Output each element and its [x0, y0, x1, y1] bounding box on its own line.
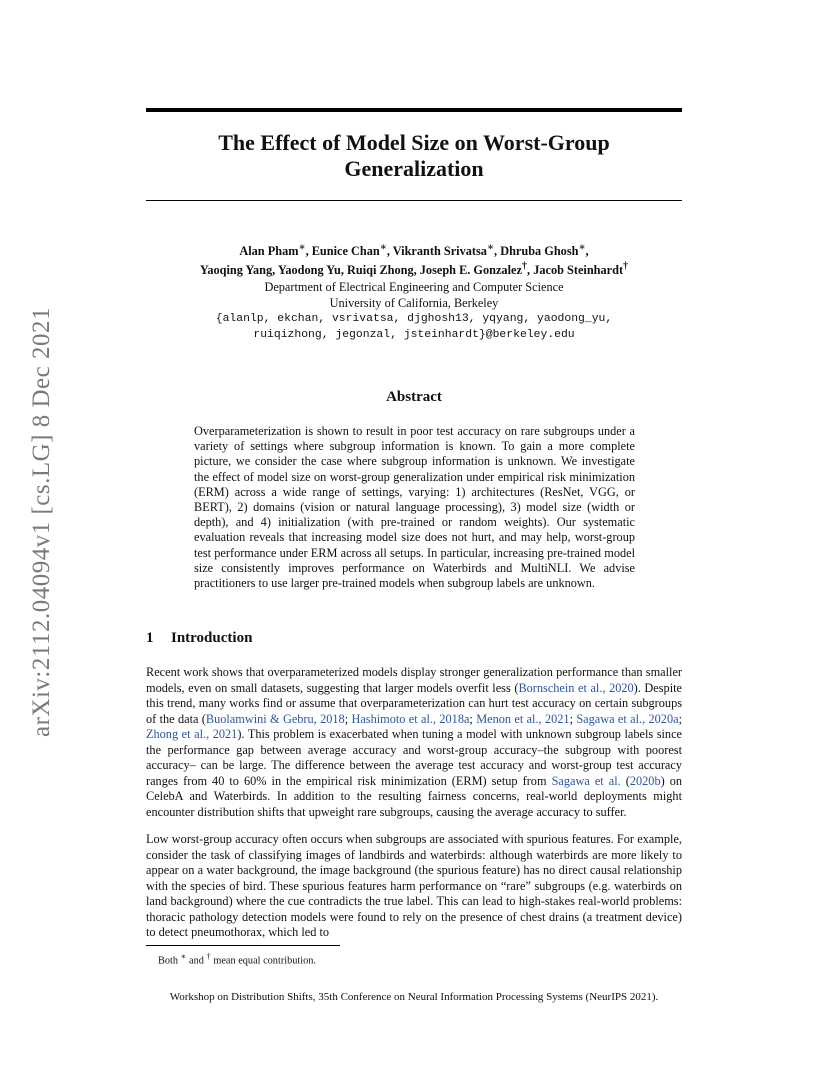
- affiliation-department: Department of Electrical Engineering and Computer Science: [264, 279, 564, 294]
- abstract-heading: Abstract: [386, 389, 442, 405]
- equal-contribution-mark: ∗: [298, 242, 306, 253]
- body-text: ) on CelebA and Waterbirds. In addition to the resulting fairness concerns, real-world deployments might encounter distribution shifts that upweight rare subgroups, causing the average accuracy to suffer.: [146, 773, 683, 819]
- citation-link[interactable]: Sagawa et al.: [551, 773, 621, 788]
- citation-link[interactable]: Sagawa et al., 2020a: [576, 711, 679, 726]
- section-title: Introduction: [171, 630, 253, 646]
- author-emails-line-1: {alanlp, ekchan, vsrivatsa, djghosh13, yqyang, yaodong_yu,: [215, 313, 613, 325]
- body-text: ). Despite this trend, many works find or assume that overparameterization can hurt test accuracy on certain subgroups of the data (: [146, 680, 682, 726]
- section-number: 1: [146, 630, 154, 646]
- author-emails-line-2: ruiqizhong, jegonzal, jsteinhardt}@berkeley.edu: [253, 329, 575, 342]
- title-top-rule: [146, 108, 682, 112]
- body-text: Recent work shows that overparameterized models display stronger generalization performance than smaller models, even on small datasets, suggesting that larger models overfit less (: [146, 665, 682, 695]
- title-bottom-rule: [146, 200, 682, 201]
- author-separator: ,: [386, 244, 393, 259]
- author-separator: ,: [527, 263, 534, 278]
- footnote-text: and: [186, 955, 207, 967]
- body-text: ;: [569, 711, 577, 726]
- body-text: ). This problem is exacerbated when tuning a model with unknown subgroup labels since the performance gap between average accuracy and worst-group accuracy–the subgroup with poorest accuracy– can be large. The difference between the average test accuracy and worst-group test accuracy ranges from 40 to 60% in the empirical risk minimization (ERM) setup from: [146, 727, 682, 788]
- abstract-text: Overparameterization is shown to result in poor test accuracy on rare subgroups under a variety of settings where subgroup information is known. To gain a more complete picture, we consider the case where subgroup information is unknown. We investigate the effect of model size on worst-group generalization under empirical risk minimization (ERM) across a wide range of settings, varying: 1) architectures (ResNet, VGG, or BERT), 2) domains (vision or natural language processing), 3) model size (width or depth), and 4) initialization (with pre-trained or random weights). Our systematic evaluation reveals that increasing model size does not hurt, and may help, worst-group test performance under ERM across all setups. In particular, increasing pre-trained model size consistently improves performance on Waterbirds and MultiNLI. We advise practitioners to use larger pre-trained models when subgroup labels are unknown.: [194, 424, 635, 591]
- body-text: ;: [678, 711, 682, 726]
- body-text: (: [620, 773, 630, 788]
- equal-contribution-mark: ∗: [180, 951, 187, 961]
- equal-contribution-mark: ∗: [379, 242, 387, 253]
- citation-link[interactable]: Buolamwini & Gebru, 2018: [205, 711, 345, 726]
- author-name: Vikranth Srivatsa: [392, 244, 487, 259]
- intro-paragraph-2: Low worst-group accuracy often occurs when subgroups are associated with spurious features. For example, consider the task of classifying images of landbirds and waterbirds: although waterbirds are more likely to appear on a water background, the image background (the spurious feature) has no direct causal relationship with the species of bird. These spurious features harm performance on “rare” subgroups (e.g. waterbirds on land background) where the cue contradicts the true label. This can lead to high-stakes real-world problems: thoracic pathology detection models were found to rely on the presence of chest drains (a treatment device) to detect pneumothorax, which led to: [146, 832, 682, 939]
- author-block: [146, 240, 682, 343]
- footnote: [158, 951, 316, 966]
- equal-contribution-mark: †: [521, 261, 528, 273]
- citation-link[interactable]: 2020b: [629, 773, 661, 788]
- footnote-text: mean equal contribution.: [210, 955, 316, 967]
- affiliation-university: University of California, Berkeley: [329, 295, 499, 310]
- author-name: Alan Pham: [239, 244, 299, 259]
- section-heading: [146, 630, 252, 647]
- citation-link[interactable]: Hashimoto et al., 2018a: [351, 711, 470, 726]
- author-separator: ,: [305, 244, 312, 259]
- paper-title-line-2: Generalization: [344, 156, 484, 181]
- arxiv-identifier: arXiv:2112.04094v1 [cs.LG] 8 Dec 2021: [28, 307, 55, 737]
- body-text: ;: [469, 711, 477, 726]
- body-text: ;: [344, 711, 352, 726]
- citation-link[interactable]: Menon et al., 2021: [476, 711, 570, 726]
- author-name: Jacob Steinhardt: [533, 263, 624, 278]
- author-separator: ,: [494, 244, 501, 259]
- paper-title: [146, 130, 682, 182]
- intro-paragraph-1: [146, 665, 682, 820]
- author-name: Dhruba Ghosh: [500, 244, 579, 259]
- equal-contribution-mark: ∗: [578, 242, 586, 253]
- footnote-text: Both: [158, 955, 181, 967]
- paper-title-line-1: The Effect of Model Size on Worst-Group: [218, 130, 610, 155]
- equal-contribution-mark: ∗: [486, 242, 495, 253]
- venue-footer: Workshop on Distribution Shifts, 35th Conference on Neural Information Processing Systems (NeurIPS 2021).: [169, 991, 659, 1003]
- author-separator: ,: [585, 244, 589, 259]
- citation-link[interactable]: Zhong et al., 2021: [146, 727, 238, 741]
- author-line-1: [146, 240, 682, 259]
- author-name: Eunice Chan: [311, 244, 380, 259]
- equal-contribution-mark: †: [206, 951, 211, 961]
- footnote-rule: [146, 945, 340, 946]
- author-line-2: [146, 259, 682, 278]
- author-names: Yaoqing Yang, Yaodong Yu, Ruiqi Zhong, Joseph E. Gonzalez: [199, 263, 522, 278]
- citation-link[interactable]: Bornschein et al., 2020: [518, 680, 634, 695]
- equal-contribution-mark: †: [623, 261, 629, 273]
